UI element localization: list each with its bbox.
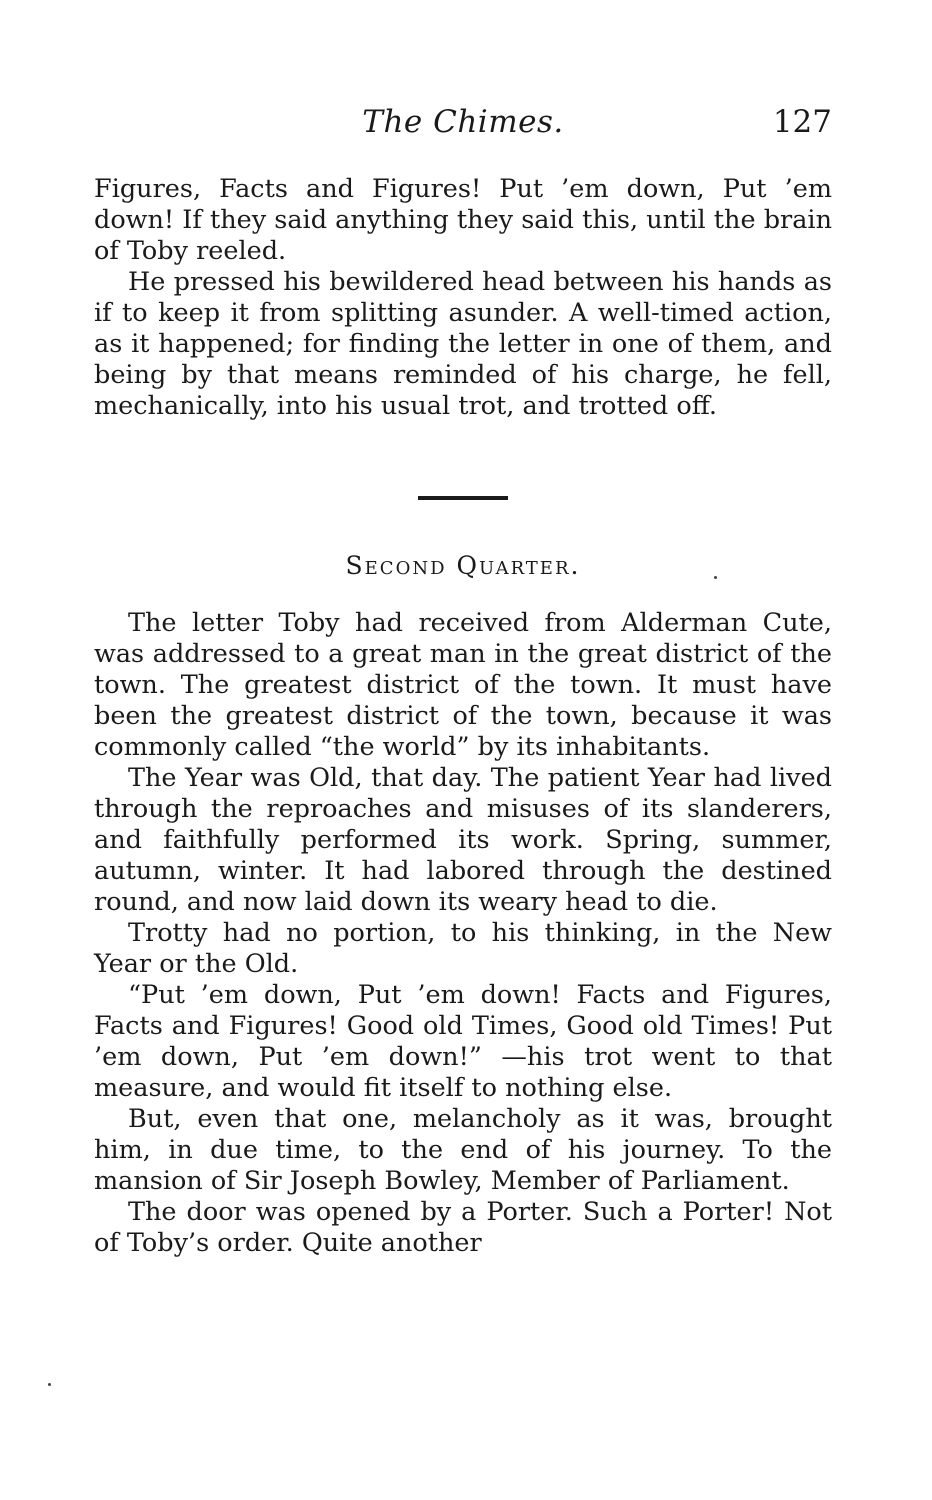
paragraph: The Year was Old, that day. The patient Year had lived through the reproaches and misuses of its slanderers, and faithfully performed its work. Spring, summer, autumn, winter. It had labored through the destined round, and now laid down its weary head to die. [94,763,832,917]
paragraph: Figures, Facts and Figures! Put ’em down, Put ’em down! If they said anything they said this, until the brain of Toby reeled. [94,174,832,266]
paragraph: But, even that one, melancholy as it was, brought him, in due time, to the end of his journey. To the mansion of Sir Joseph Bowley, Member of Parliament. [94,1104,832,1196]
paragraph: The door was opened by a Porter. Such a Porter! Not of Toby’s order. Quite another [94,1197,832,1258]
text-block-continued [94,174,832,422]
paragraph: The letter Toby had received from Alderman Cute, was addressed to a great man in the great district of the town. The greatest district of the town. It must have been the greatest district of the town, because it was commonly called “the world” by its inhabitants. [94,608,832,762]
text-block-section [94,608,832,1259]
section-heading: Second Quarter. [345,551,581,580]
paragraph: “Put ’em down, Put ’em down! Facts and Figures, Facts and Figures! Good old Times, Good old Times! Put ’em down, Put ’em down!” —his trot went to that measure, and would fit itself to nothing else. [94,980,832,1103]
section-divider-rule [418,496,508,500]
paragraph: Trotty had no portion, to his thinking, in the New Year or the Old. [94,918,832,979]
running-header [94,104,832,144]
page-number: 127 [772,104,832,140]
running-title: The Chimes. [362,104,564,140]
print-speck [48,1383,51,1386]
paragraph: He pressed his bewildered head between his hands as if to keep it from splitting asunder. A well-timed action, as it happened; for finding the letter in one of them, and being by that means reminded of his charge, he fell, mechanically, into his usual trot, and trotted off. [94,267,832,421]
print-speck [714,576,717,579]
